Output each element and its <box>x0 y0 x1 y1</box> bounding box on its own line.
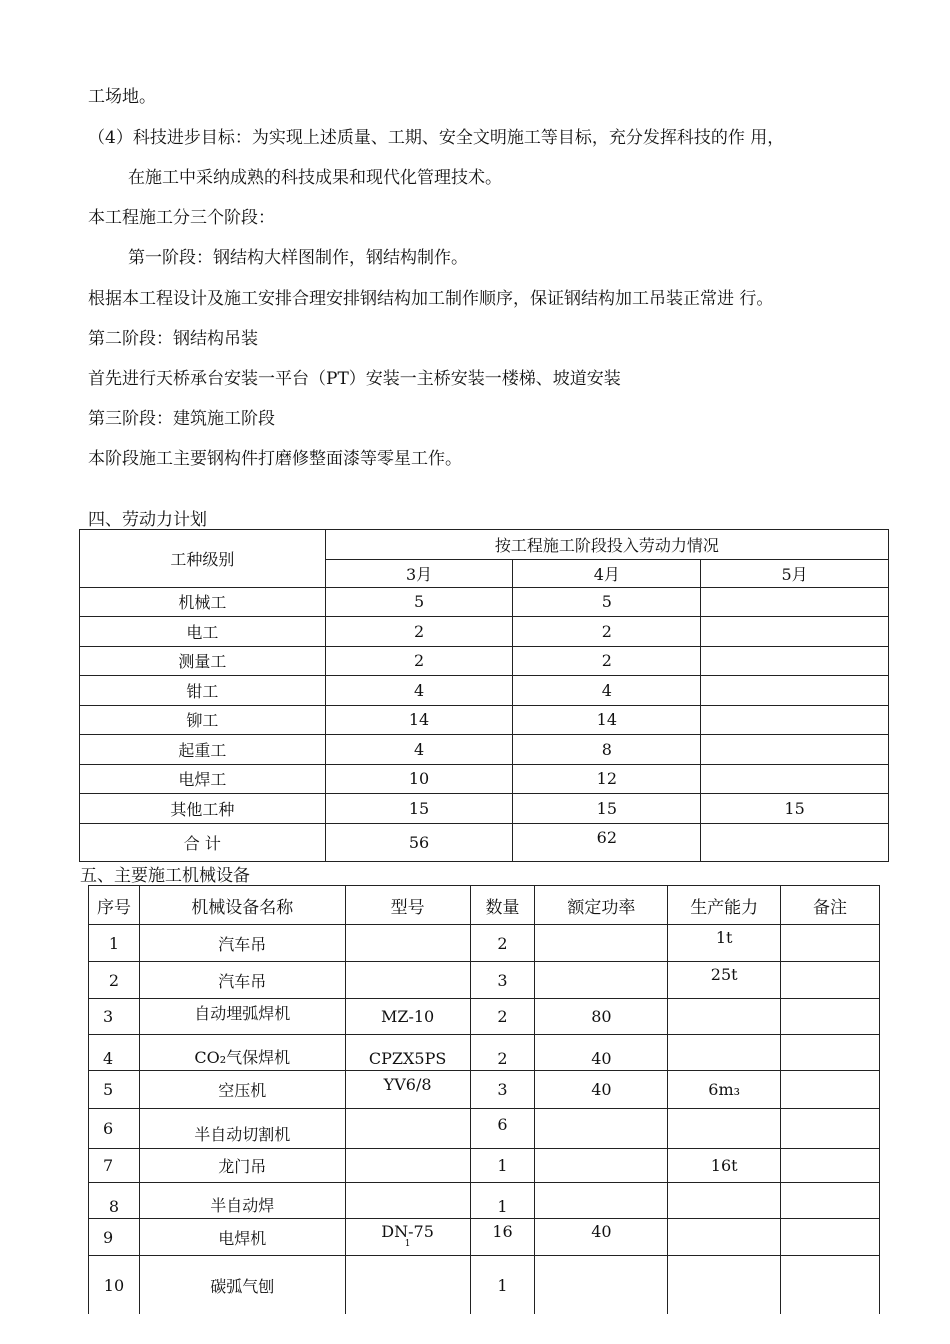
no-cell: 10 <box>89 1256 140 1315</box>
trade-cell: 钳工 <box>80 676 326 706</box>
model-subscript: 1 <box>404 1239 411 1249</box>
trade-cell: 铆工 <box>80 705 326 735</box>
header-month: 4月 <box>513 559 701 587</box>
model-cell <box>345 1219 470 1256</box>
table-row <box>80 617 889 647</box>
value-cell: 15 <box>325 794 513 824</box>
trade-cell: 其他工种 <box>80 794 326 824</box>
capacity-cell: 6m₃ <box>668 1071 781 1109</box>
table-row <box>89 1183 880 1219</box>
note-cell <box>781 999 880 1035</box>
paragraph: 根据本工程设计及施工安排合理安排钢结构加工制作顺序，保证钢结构加工吊装正常进 行。 <box>88 289 774 309</box>
capacity-cell <box>668 1256 781 1315</box>
header-name: 机械设备名称 <box>139 886 345 925</box>
power-cell <box>535 1109 668 1149</box>
power-cell <box>535 1149 668 1183</box>
name-cell: CO₂气保焊机 <box>139 1035 345 1071</box>
table-row <box>80 587 889 617</box>
header-month: 5月 <box>701 559 889 587</box>
table-row <box>89 1035 880 1071</box>
table-row <box>80 705 889 735</box>
value-cell: 62 <box>513 823 701 861</box>
header-capacity: 生产能力 <box>668 886 781 925</box>
qty-cell: 3 <box>470 1071 535 1109</box>
table-row <box>80 794 889 824</box>
paragraph: 工场地。 <box>88 87 156 107</box>
paragraph: （4）科技进步目标：为实现上述质量、工期、安全文明施工等目标，充分发挥科技的作 用， <box>88 128 785 148</box>
name-cell: 汽车吊 <box>139 962 345 999</box>
no-cell: 3 <box>89 999 140 1035</box>
value-cell: 2 <box>513 617 701 647</box>
header-trade: 工种级别 <box>80 530 326 588</box>
qty-cell: 2 <box>470 925 535 962</box>
model-cell <box>345 925 470 962</box>
equipment-heading: 五、主要施工机械设备 <box>80 866 250 886</box>
table-row <box>89 925 880 962</box>
value-cell: 4 <box>325 735 513 765</box>
capacity-cell: 16t <box>668 1149 781 1183</box>
paragraph: 第三阶段：建筑施工阶段 <box>88 409 275 429</box>
value-cell <box>701 705 889 735</box>
header-no: 序号 <box>89 886 140 925</box>
power-cell <box>535 962 668 999</box>
name-cell: 空压机 <box>139 1071 345 1109</box>
trade-cell: 电工 <box>80 617 326 647</box>
table-row <box>89 1256 880 1315</box>
name-cell: 自动埋弧焊机 <box>139 999 345 1035</box>
paragraph: 在施工中采纳成熟的科技成果和现代化管理技术。 <box>128 168 502 188</box>
table-row <box>89 962 880 999</box>
header-power: 额定功率 <box>535 886 668 925</box>
note-cell <box>781 1149 880 1183</box>
value-cell: 56 <box>325 823 513 861</box>
capacity-cell: 25t <box>668 962 781 999</box>
labor-plan-heading: 四、劳动力计划 <box>88 510 207 530</box>
value-cell: 2 <box>325 617 513 647</box>
table-row <box>89 999 880 1035</box>
model-cell <box>345 1109 470 1149</box>
power-cell <box>535 1183 668 1219</box>
no-cell: 2 <box>89 962 140 999</box>
name-cell: 半自动切割机 <box>139 1109 345 1149</box>
note-cell <box>781 1219 880 1256</box>
value-cell <box>701 646 889 676</box>
trade-cell: 测量工 <box>80 646 326 676</box>
note-cell <box>781 1071 880 1109</box>
model-cell <box>345 962 470 999</box>
qty-cell: 3 <box>470 962 535 999</box>
qty-cell: 16 <box>470 1219 535 1256</box>
model-cell <box>345 1149 470 1183</box>
capacity-cell <box>668 1183 781 1219</box>
table-row <box>80 735 889 765</box>
note-cell <box>781 1183 880 1219</box>
no-cell: 9 <box>89 1219 140 1256</box>
note-cell <box>781 925 880 962</box>
value-cell <box>701 617 889 647</box>
value-cell: 8 <box>513 735 701 765</box>
value-cell <box>701 764 889 794</box>
table-row <box>80 676 889 706</box>
no-cell: 1 <box>89 925 140 962</box>
value-cell: 14 <box>325 705 513 735</box>
name-cell: 龙门吊 <box>139 1149 345 1183</box>
paragraph: 本工程施工分三个阶段： <box>88 208 275 228</box>
name-cell: 碳弧气刨 <box>139 1256 345 1315</box>
table-row <box>80 646 889 676</box>
note-cell <box>781 1109 880 1149</box>
power-cell <box>535 925 668 962</box>
capacity-cell <box>668 1219 781 1256</box>
qty-cell: 1 <box>470 1256 535 1315</box>
paragraph: 本阶段施工主要钢构件打磨修整面漆等零星工作。 <box>88 449 462 469</box>
table-row <box>89 1071 880 1109</box>
value-cell: 5 <box>325 587 513 617</box>
name-cell: 半自动焊 <box>139 1183 345 1219</box>
table-row <box>89 1219 880 1256</box>
capacity-cell <box>668 999 781 1035</box>
trade-cell: 电焊工 <box>80 764 326 794</box>
note-cell <box>781 962 880 999</box>
header-qty: 数量 <box>470 886 535 925</box>
no-cell: 5 <box>89 1071 140 1109</box>
value-cell: 10 <box>325 764 513 794</box>
no-cell: 6 <box>89 1109 140 1149</box>
labor-plan-table <box>79 529 889 862</box>
table-row <box>89 1149 880 1183</box>
no-cell: 8 <box>89 1183 140 1219</box>
value-cell <box>701 735 889 765</box>
value-cell <box>701 676 889 706</box>
power-cell: 40 <box>535 1219 668 1256</box>
table-row <box>80 764 889 794</box>
value-cell: 5 <box>513 587 701 617</box>
equipment-table <box>88 885 880 1314</box>
qty-cell: 2 <box>470 999 535 1035</box>
model-cell <box>345 1256 470 1315</box>
trade-cell: 机械工 <box>80 587 326 617</box>
value-cell: 12 <box>513 764 701 794</box>
paragraph: 第一阶段：钢结构大样图制作，钢结构制作。 <box>128 248 468 268</box>
value-cell: 2 <box>513 646 701 676</box>
model-text: DN-75 <box>381 1222 434 1241</box>
name-cell: 电焊机 <box>139 1219 345 1256</box>
capacity-cell: 1t <box>668 925 781 962</box>
trade-cell: 合 计 <box>80 823 326 861</box>
qty-cell: 1 <box>470 1183 535 1219</box>
name-cell: 汽车吊 <box>139 925 345 962</box>
model-cell: CPZX5PS <box>345 1035 470 1071</box>
paragraph: 首先进行天桥承台安装一平台（PT）安装一主桥安装一楼梯、坡道安装 <box>88 369 621 389</box>
value-cell <box>701 823 889 861</box>
power-cell: 40 <box>535 1035 668 1071</box>
note-cell <box>781 1256 880 1315</box>
qty-cell: 2 <box>470 1035 535 1071</box>
trade-cell: 起重工 <box>80 735 326 765</box>
qty-cell: 6 <box>470 1109 535 1149</box>
model-cell: YV6/8 <box>345 1071 470 1109</box>
header-model: 型号 <box>345 886 470 925</box>
model-cell <box>345 1183 470 1219</box>
capacity-cell <box>668 1035 781 1071</box>
no-cell: 4 <box>89 1035 140 1071</box>
qty-cell: 1 <box>470 1149 535 1183</box>
table-row <box>89 1109 880 1149</box>
value-cell: 15 <box>513 794 701 824</box>
value-cell <box>701 587 889 617</box>
note-cell <box>781 1035 880 1071</box>
table-row-total <box>80 823 889 861</box>
no-cell: 7 <box>89 1149 140 1183</box>
model-cell: MZ-10 <box>345 999 470 1035</box>
capacity-cell <box>668 1109 781 1149</box>
power-cell: 40 <box>535 1071 668 1109</box>
header-labor-by-phase: 按工程施工阶段投入劳动力情况 <box>325 530 888 560</box>
power-cell <box>535 1256 668 1315</box>
value-cell: 14 <box>513 705 701 735</box>
value-cell: 4 <box>513 676 701 706</box>
header-month: 3月 <box>325 559 513 587</box>
paragraph: 第二阶段：钢结构吊装 <box>88 329 258 349</box>
value-cell: 2 <box>325 646 513 676</box>
header-note: 备注 <box>781 886 880 925</box>
value-cell: 4 <box>325 676 513 706</box>
power-cell: 80 <box>535 999 668 1035</box>
value-cell: 15 <box>701 794 889 824</box>
